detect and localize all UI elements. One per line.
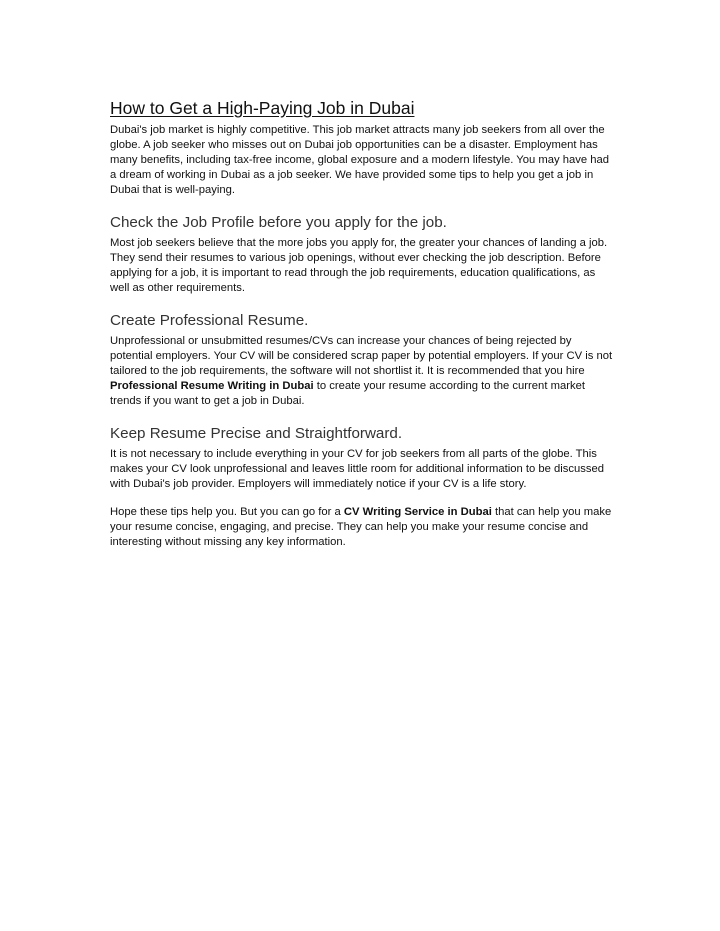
closing-paragraph [110, 505, 615, 550]
blank-line [110, 492, 615, 505]
closing-text-start: Hope these tips help you. But you can go for a [110, 506, 344, 518]
cv-writing-service-keyword: CV Writing Service in Dubai [343, 506, 492, 518]
professional-resume-writing-keyword: Professional Resume Writing in Dubai [110, 380, 314, 392]
section-heading-job-profile: Check the Job Profile before you apply for the job. [110, 214, 447, 231]
section-body-text-end: to create your resume according to the current market trends if you want to get a job in Dubai. [110, 380, 585, 407]
section-heading-precise-resume: Keep Resume Precise and Straightforward. [110, 425, 403, 442]
document-content [110, 97, 615, 550]
section-body-precise-resume: It is not necessary to include everything in your CV for job seekers from all parts of the globe. This makes your CV look unprofessional and leaves little room for additional information to be discussed with Dubai's job provider. Employers will immediately notice if your CV is a life story. [110, 448, 605, 490]
section-body-professional-resume [110, 334, 615, 409]
section-body-job-profile: Most job seekers believe that the more jobs you apply for, the greater your chances of landing a job. They send their resumes to various job openings, without ever checking the job description. Before applying for a job, it is important to read through the job requirements, education qualifications, as well as other requirements. [110, 237, 608, 294]
section-body-text-start: Unprofessional or unsubmitted resumes/CVs can increase your chances of being rejected by potential employers. Your CV will be considered scrap paper by potential employers. If your CV is not tailored to the job requirements, the software will not shortlist it. It is recommended that you hire [110, 335, 613, 377]
closing-text-end: that can help you make your resume concise, engaging, and precise. They can help you make your resume concise and interesting without missing any key information. [110, 506, 612, 548]
intro-paragraph: Dubai's job market is highly competitive. This job market attracts many job seekers from all over the globe. A job seeker who misses out on Dubai job opportunities can be a disaster. Employment has many benefits, including tax-free income, global exposure and a modern lifestyle. You may have had a dream of working in Dubai as a job seeker. We have provided some tips to help you get a job in Dubai that is well-paying. [110, 124, 610, 196]
document-title: How to Get a High-Paying Job in Dubai [110, 98, 415, 118]
section-heading-professional-resume: Create Professional Resume. [110, 312, 309, 329]
